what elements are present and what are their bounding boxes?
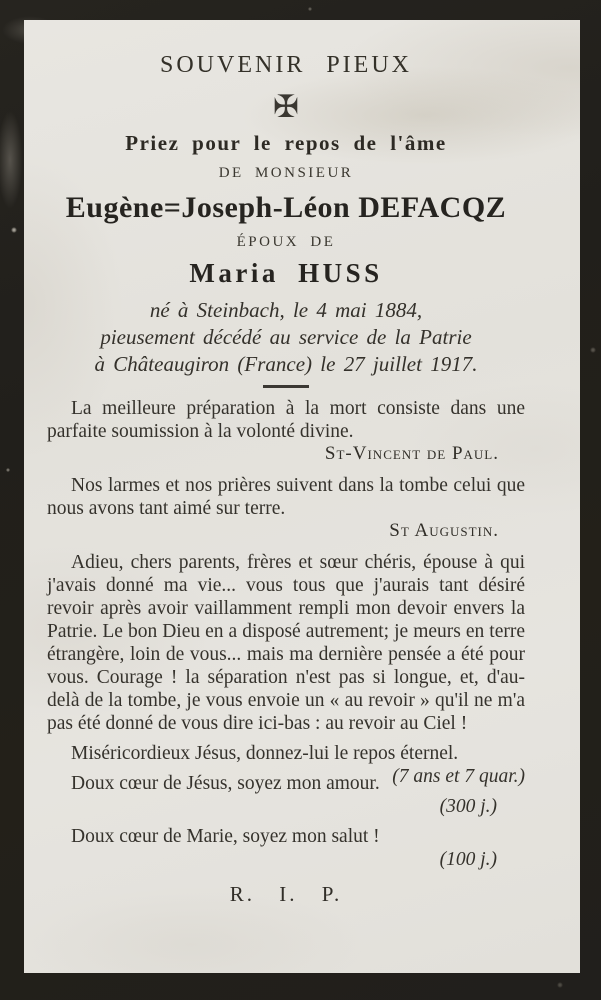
farewell-text: Adieu, chers parents, frères et sœur chéris, épouse à qui j'avais donné ma vie... vous tous que j'aurais tant désiré revoir après avoir vaillamment rempli mon devoir envers la Patrie. Le bon Dieu en a disposé autrement; je meurs en terre étrangère, loin de vous... mais ma dernière pensée a été pour vous. Courage ! la séparation n'est pas si longue, et, d'au-delà de la tombe, je vous envoie un « au revoir » qu'il ne m'a pas été donné de vous dire ici-bas : au revoir au Ciel ! [47,552,525,734]
deceased-name: Eugène=Joseph-Léon DEFACQZ [65,191,507,224]
prayer-coeur-de-marie [47,825,525,871]
quote-attribution: St-Vincent de Paul. [324,443,499,464]
farewell-message [47,551,525,735]
quote-saint-vincent [47,397,525,465]
birth-line: né à Steinbach, le 4 mai 1884, [149,298,423,322]
card-title: SOUVENIR PIEUX [160,52,412,78]
pray-line: Priez pour le repos de l'âme [125,131,447,155]
rip-line: R. I. P. [229,882,343,906]
death-line-1: pieusement décédé au service de la Patrie [100,325,472,349]
indulgence-value: (7 ans et 7 quar.) [392,766,525,787]
quote-attribution: St Augustin. [389,520,499,541]
memorial-card [24,20,580,973]
indulgenced-prayers [47,742,525,871]
prayer-text-span: Miséricordieux Jésus, donnez-lui le repos éternel. [71,743,459,764]
epoux-de-line: ÉPOUX DE [236,234,336,250]
death-line-2: à Châteaugiron (France) le 27 juillet 1917. [94,352,478,376]
quote-text: La meilleure préparation à la mort consiste dans une parfaite soumission à la volonté divine. [47,398,525,442]
maltese-cross-icon: ✠ [273,89,299,124]
vital-dates [47,297,525,378]
prayer-text: Doux cœur de Marie, soyez mon salut ! [71,826,380,847]
quote-saint-augustin [47,474,525,542]
indulgence-value: (300 j.) [439,796,497,817]
spouse-name: Maria HUSS [189,258,383,288]
section-divider [263,385,309,388]
prayer-text: Doux cœur de Jésus, soyez mon amour. [71,773,380,794]
quote-text: Nos larmes et nos prières suivent dans la tombe celui que nous avons tant aimé sur terre. [47,475,525,519]
de-monsieur-line: DE MONSIEUR [218,165,354,181]
indulgence-value: (100 j.) [439,849,497,870]
